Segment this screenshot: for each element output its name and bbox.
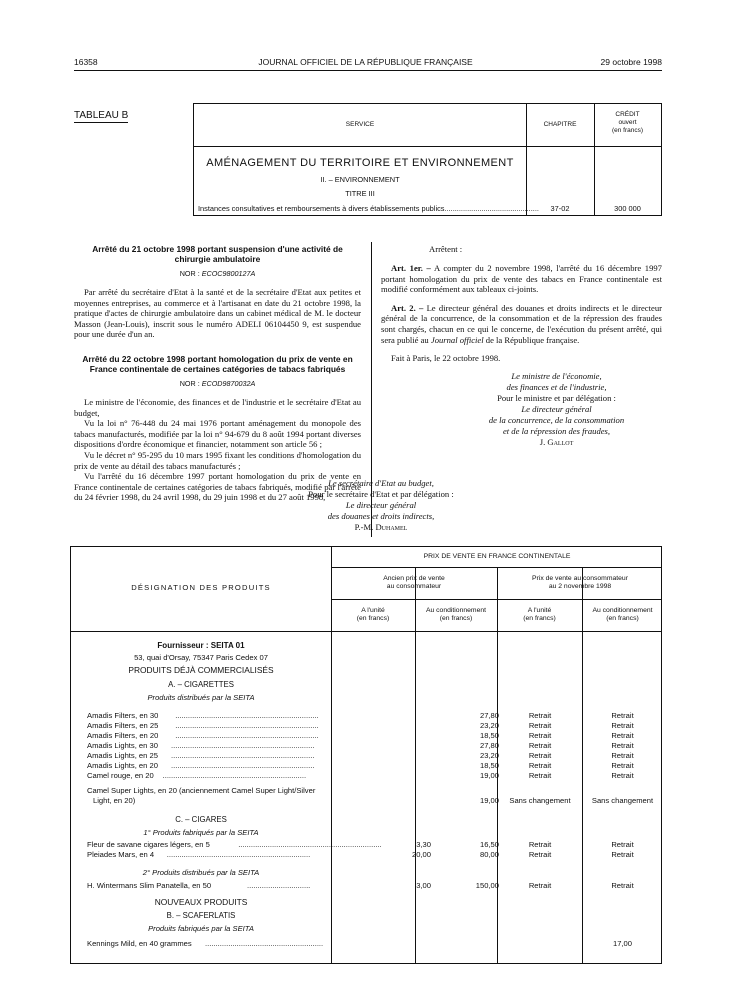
left-column xyxy=(74,244,361,503)
arrete1-nor: NOR : ECOC9800127A xyxy=(179,269,256,278)
arrete2-nor: NOR : ECOD9870032A xyxy=(179,378,256,388)
tableau-b xyxy=(193,103,662,216)
table-row: Camel Super Lights, en 20 (anciennement Camel Super Light/Silver xyxy=(87,786,316,795)
arrete1-title: Arrêté du 21 octobre 1998 portant suspension d'une activité de chirurgie ambulatoire xyxy=(92,244,343,264)
subsection-fabriques: 1° Produits fabriqués par la SEITA xyxy=(143,828,259,837)
tableau-b-label: TABLEAU B xyxy=(74,110,129,121)
article-2: Art. 2. – Le directeur général des douanes et droits indirects et le directeur général de la concurrence, de la consommation et de la répression des fraudes sont chargés, chacun en ce qui le concerne, de l'exécution du présent arrêté, qui sera publié au Journal officiel de la République française. xyxy=(381,302,662,345)
arrete2-p1: Le ministre de l'économie, des finances et de l'industrie et le secrétaire d'Etat au budget, xyxy=(74,396,361,418)
table-row: Amadis Filters, en 20 .................................................................... 18,50 Retrait Retrait xyxy=(87,731,634,740)
arrete1-body: Par arrêté du secrétaire d'Etat à la santé et de la secrétaire d'Etat aux petites et moyennes entreprises, au commerce et à l'artisanat en date du 21 octobre 1998, la pratique d'actes de chirurgie ambulatoire dans un cabinet médical de M. le docteur Masson (Jean-Louis), inscrit sous le numéro ADELI 06104450 9, est suspendue pour une durée d'un an. xyxy=(74,287,361,340)
arrete2-p4: Vu l'arrêté du 16 décembre 1997 portant homologation du prix de vente en France continentale de certaines catégories de tabacs fabriqués, modifié par l'arrêté du 24 février 1998, du 24 avril 1998, du 29 juin 1998 et du 27 août 1998, xyxy=(74,471,361,503)
section-scaferlatis: B. – SCAFERLATIS xyxy=(166,911,236,920)
col-ancien-unite: A l'unité (en francs) xyxy=(356,607,390,622)
table-row: Fleur de savane cigares légers, en 5 .................................................................... 3,30 16,50 Retrait Retrait xyxy=(87,840,634,849)
table-row: Amadis Filters, en 30 .................................................................... 27,80 Retrait Retrait xyxy=(87,711,634,720)
chapitre-value: 37-02 xyxy=(550,204,570,213)
table-row: Amadis Lights, en 20 .................................................................... 18,50 Retrait Retrait xyxy=(87,761,634,770)
table-row: Amadis Lights, en 25 .................................................................... 23,20 Retrait Retrait xyxy=(87,751,634,760)
subsection-fabriques-2: Produits fabriqués par la SEITA xyxy=(148,924,254,933)
fournisseur: Fournisseur : SEITA 01 xyxy=(157,641,245,650)
issue-date: 29 octobre 1998 xyxy=(600,57,662,67)
produits-deja: PRODUITS DÉJÀ COMMERCIALISÉS xyxy=(128,665,274,675)
col-ancien-prix: Ancien prix de vente au consommateur xyxy=(383,575,445,590)
section-cigares: C. – CIGARES xyxy=(175,815,227,824)
table-row: H. Wintermans Slim Panatella, en 50 .............................. 3,00 150,00 Retrait Retrait xyxy=(87,881,634,890)
table-row: Camel rouge, en 20 .................................................................... 19,00 Retrait Retrait xyxy=(87,771,634,780)
journal-title: JOURNAL OFFICIEL DE LA RÉPUBLIQUE FRANÇAISE xyxy=(258,57,473,67)
section-cigarettes: A. – CIGARETTES xyxy=(168,680,234,689)
credit-value: 300 000 xyxy=(614,204,641,213)
table-row: Pleiades Mars, en 4 .................................................................... 20,00 80,00 Retrait Retrait xyxy=(87,850,634,859)
signature-budget: Le secrétaire d'Etat au budget, Pour le secrétaire d'Etat et par délégation : Le directeur général des douanes et droits indirects, P.-M. Duhamel xyxy=(308,478,454,532)
col-nouveau-prix: Prix de vente au consommateur au 2 novembre 1998 xyxy=(532,575,628,590)
table-row: Amadis Lights, en 30 .................................................................... 27,80 Retrait Retrait xyxy=(87,741,634,750)
table-row: Light, en 20) 19,00 Sans changement Sans changement xyxy=(93,796,654,805)
arretent: Arrêtent : xyxy=(429,244,463,254)
line-label: Instances consultatives et remboursements à divers établissements publics.............................................. xyxy=(198,204,539,213)
titre-label: TITRE III xyxy=(345,189,375,198)
fait-a-paris: Fait à Paris, le 22 octobre 1998. xyxy=(391,353,501,364)
arrete2-title: Arrêté du 22 octobre 1998 portant homologation du prix de vente en France continentale de certaines catégories de tabacs fabriqués xyxy=(82,353,353,374)
ministry-title: AMÉNAGEMENT DU TERRITOIRE ET ENVIRONNEMENT xyxy=(206,157,514,169)
right-column xyxy=(381,244,662,448)
arrete2-p3: Vu le décret n° 95-295 du 10 mars 1995 fixant les conditions d'homologation du prix de vente au détail des tabacs manufacturés ; xyxy=(74,449,361,471)
fournisseur-adresse: 53, quai d'Orsay, 75347 Paris Cedex 07 xyxy=(134,653,268,662)
col-credit: CRÉDIT ouvert (en francs) xyxy=(611,111,644,134)
col-nouveau-unite: A l'unité (en francs) xyxy=(523,607,556,622)
header-rule xyxy=(74,70,662,71)
nouveaux-produits: NOUVEAUX PRODUITS xyxy=(154,897,248,907)
subsection-distribues: Produits distribués par la SEITA xyxy=(147,693,255,702)
col-nouveau-cond: Au conditionnement (en francs) xyxy=(592,607,653,622)
signature-ministre: Le ministre de l'économie, des finances et de l'industrie, Pour le ministre et par délégation : Le directeur général de la concurrence, de la consommation et de la répression des fraudes, J. Gallot xyxy=(488,371,625,448)
subsection-distribues-2: 2° Produits distribués par la SEITA xyxy=(142,868,260,877)
price-table xyxy=(70,546,662,964)
col-service: SERVICE xyxy=(345,121,375,128)
col-chapitre: CHAPITRE xyxy=(543,121,577,128)
article-1: Art. 1er. – A compter du 2 novembre 1998, l'arrêté du 16 décembre 1997 portant homologation du prix de vente des tabacs en France continentale est modifié conformément aux tableaux ci-joints. xyxy=(381,263,662,295)
col-designation: DÉSIGNATION DES PRODUITS xyxy=(131,583,271,592)
col-ancien-cond: Au conditionnement (en francs) xyxy=(425,607,487,622)
arrete2-p2: Vu la loi n° 76-448 du 24 mai 1976 portant aménagement du monopole des tabacs manufacturés, modifiée par la loi n° 94-679 du 8 août 1994 portant diverses dispositions d'ordre économique et financier, notamment son article 56 ; xyxy=(74,418,361,450)
table-row: Amadis Filters, en 25 .................................................................... 23,20 Retrait Retrait xyxy=(87,721,634,730)
section-title: II. – ENVIRONNEMENT xyxy=(320,175,400,184)
page-number: 16358 xyxy=(74,57,98,67)
table-row: Kennings Mild, en 40 grammes ........................................................ 17,00 xyxy=(87,939,632,948)
col-prix-vente: PRIX DE VENTE EN FRANCE CONTINENTALE xyxy=(423,553,571,560)
